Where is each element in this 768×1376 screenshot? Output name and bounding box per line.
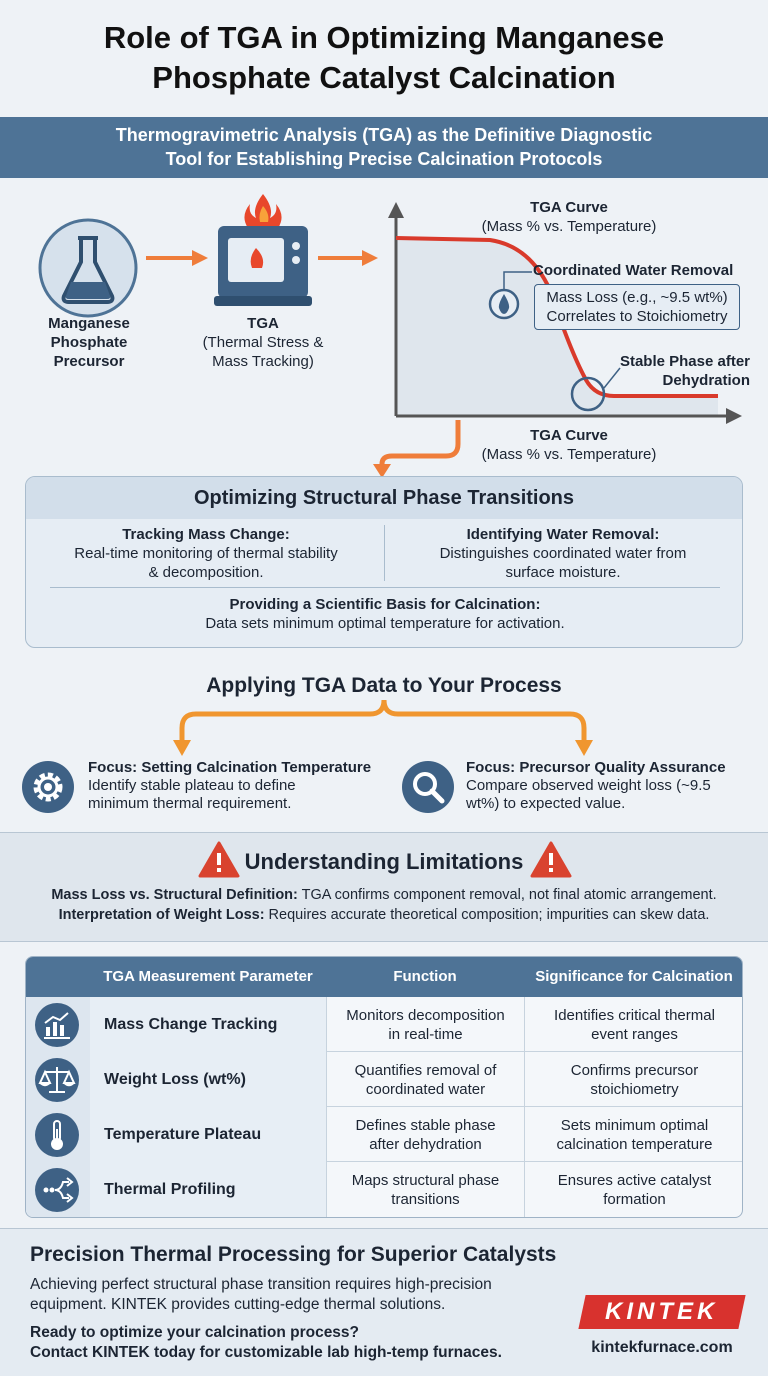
limitations-title: Understanding Limitations — [244, 849, 524, 874]
table-header — [26, 957, 743, 997]
arrow-right-icon — [146, 248, 210, 268]
warning-icon — [530, 841, 572, 879]
tga-title: TGA — [247, 315, 279, 332]
x-axis-arrow — [726, 408, 742, 424]
limitation-2-text: Requires accurate theoretical composition; impurities can skew data. — [264, 907, 710, 923]
callout-stable-line-1: Stable Phase after — [619, 353, 750, 370]
water-head: Identifying Water Removal: — [466, 526, 660, 543]
row-function: Quantifies removal of coordinated water — [326, 1052, 524, 1107]
scale-icon — [35, 1058, 79, 1102]
tracking-head: Tracking Mass Change: — [122, 526, 290, 543]
panel-divider-vertical — [384, 525, 385, 581]
focus-temperature-line-1: Identify stable plateau to define — [88, 777, 296, 794]
precursor-label — [22, 314, 156, 371]
magnifier-icon — [402, 761, 454, 813]
footer — [0, 1228, 768, 1376]
footer-cta: Ready to optimize your calcination process? Contact KINTEK today for customizable lab high-temp furnaces. — [30, 1324, 502, 1361]
panel-divider-horizontal — [50, 587, 720, 588]
focus-quality-line-2: wt%) to expected value. — [466, 795, 626, 812]
flask-icon — [38, 218, 138, 318]
precursor-line-2: Phosphate — [50, 334, 128, 351]
row-param: Temperature Plateau — [90, 1107, 326, 1162]
tga-line-1: (Thermal Stress & — [202, 334, 324, 351]
basis-head: Providing a Scientific Basis for Calcination: — [229, 596, 541, 613]
limitation-1-text: TGA confirms component removal, not final atomic arrangement. — [297, 887, 717, 903]
subtitle-line-2: Tool for Establishing Precise Calcination Protocols — [165, 149, 603, 169]
panel-title: Optimizing Structural Phase Transitions — [26, 477, 742, 519]
row-function: Maps structural phase transitions — [326, 1162, 524, 1217]
callout-mass-box — [534, 284, 740, 330]
page-title — [0, 18, 768, 98]
chart-icon — [35, 1003, 79, 1047]
row-function: Defines stable phase after dehydration — [326, 1107, 524, 1162]
curve-top-title: TGA Curve — [530, 199, 608, 216]
callout-mass-line-2: Correlates to Stoichiometry — [546, 308, 728, 325]
kintek-logo-text: KINTEK — [605, 1298, 719, 1325]
table-row — [26, 1162, 743, 1217]
optimizing-panel — [25, 476, 743, 648]
parameter-table — [25, 956, 743, 1218]
focus-temperature-head: Focus: Setting Calcination Temperature — [88, 759, 372, 776]
connector-arrow-icon — [370, 420, 470, 478]
focus-quality — [466, 759, 756, 813]
focus-temperature — [88, 759, 388, 813]
water-line-2: surface moisture. — [505, 564, 621, 581]
row-significance: Ensures active catalyst formation — [524, 1162, 743, 1217]
limitation-2 — [0, 907, 768, 923]
limitation-1-head: Mass Loss vs. Structural Definition: — [51, 887, 298, 903]
row-significance: Confirms precursor stoichiometry — [524, 1052, 743, 1107]
panel-col-basis — [36, 595, 734, 633]
curve-bottom-caption — [454, 426, 684, 464]
row-param: Weight Loss (wt%) — [90, 1052, 326, 1107]
title-line-2: Phosphate Catalyst Calcination — [152, 60, 616, 95]
row-param: Mass Change Tracking — [90, 997, 326, 1052]
water-line-1: Distinguishes coordinated water from — [439, 545, 687, 562]
focus-quality-head: Focus: Precursor Quality Assurance — [466, 759, 726, 776]
header-parameter: TGA Measurement Parameter — [103, 968, 313, 985]
limitations-section — [0, 832, 768, 942]
focus-quality-line-1: Compare observed weight loss (~9.5 — [466, 777, 711, 794]
header-function: Function — [393, 968, 457, 985]
row-significance: Identifies critical thermal event ranges — [524, 997, 743, 1052]
panel-col-tracking — [36, 525, 376, 582]
callout-mass-line-1: Mass Loss (e.g., ~9.5 wt%) — [546, 289, 728, 306]
panel-col-water — [392, 525, 734, 582]
title-line-1: Role of TGA in Optimizing Manganese — [103, 20, 665, 55]
apply-title: Applying TGA Data to Your Process — [206, 674, 562, 697]
precursor-line-1: Manganese — [48, 315, 130, 332]
limitation-1 — [0, 887, 768, 903]
row-function: Monitors decomposition in real-time — [326, 997, 524, 1052]
arrow-right-icon — [318, 248, 380, 268]
gear-icon — [22, 761, 74, 813]
tracking-line-2: & decomposition. — [148, 564, 264, 581]
callout-water: Coordinated Water Removal — [533, 262, 734, 279]
subtitle-band — [0, 117, 768, 178]
table-row — [26, 1052, 743, 1107]
flow-icon — [35, 1168, 79, 1212]
basis-text: Data sets minimum optimal temperature for activation. — [205, 615, 565, 632]
focus-temperature-line-2: minimum thermal requirement. — [88, 795, 292, 812]
footer-title: Precision Thermal Processing for Superior Catalysts — [30, 1243, 557, 1266]
table-row — [26, 1107, 743, 1162]
thermometer-icon — [35, 1113, 79, 1157]
curve-bottom-title: TGA Curve — [530, 427, 608, 444]
header-significance: Significance for Calcination — [535, 968, 733, 985]
tga-line-2: Mass Tracking) — [212, 353, 314, 370]
table-row — [26, 997, 743, 1052]
y-axis-arrow — [388, 202, 404, 218]
tracking-line-1: Real-time monitoring of thermal stability — [74, 545, 338, 562]
callout-stable-line-2: Dehydration — [662, 372, 750, 389]
website-link[interactable]: kintekfurnace.com — [591, 1339, 733, 1356]
callout-stable — [604, 352, 750, 390]
furnace-icon — [212, 192, 314, 310]
limitation-2-head: Interpretation of Weight Loss: — [58, 907, 265, 923]
row-param: Thermal Profiling — [90, 1162, 326, 1217]
tga-label — [188, 314, 338, 371]
curve-top-sub: (Mass % vs. Temperature) — [481, 218, 657, 235]
branch-arrow-icon — [170, 700, 600, 758]
curve-bottom-sub: (Mass % vs. Temperature) — [481, 446, 657, 463]
subtitle-line-1: Thermogravimetric Analysis (TGA) as the Definitive Diagnostic — [115, 125, 653, 145]
row-significance: Sets minimum optimal calcination temperature — [524, 1107, 743, 1162]
precursor-line-3: Precursor — [53, 353, 125, 370]
kintek-logo[interactable] — [578, 1295, 745, 1329]
footer-text: Achieving perfect structural phase transition requires high-precision equipment. KINTEK provides cutting-edge thermal solutions. — [30, 1276, 492, 1313]
